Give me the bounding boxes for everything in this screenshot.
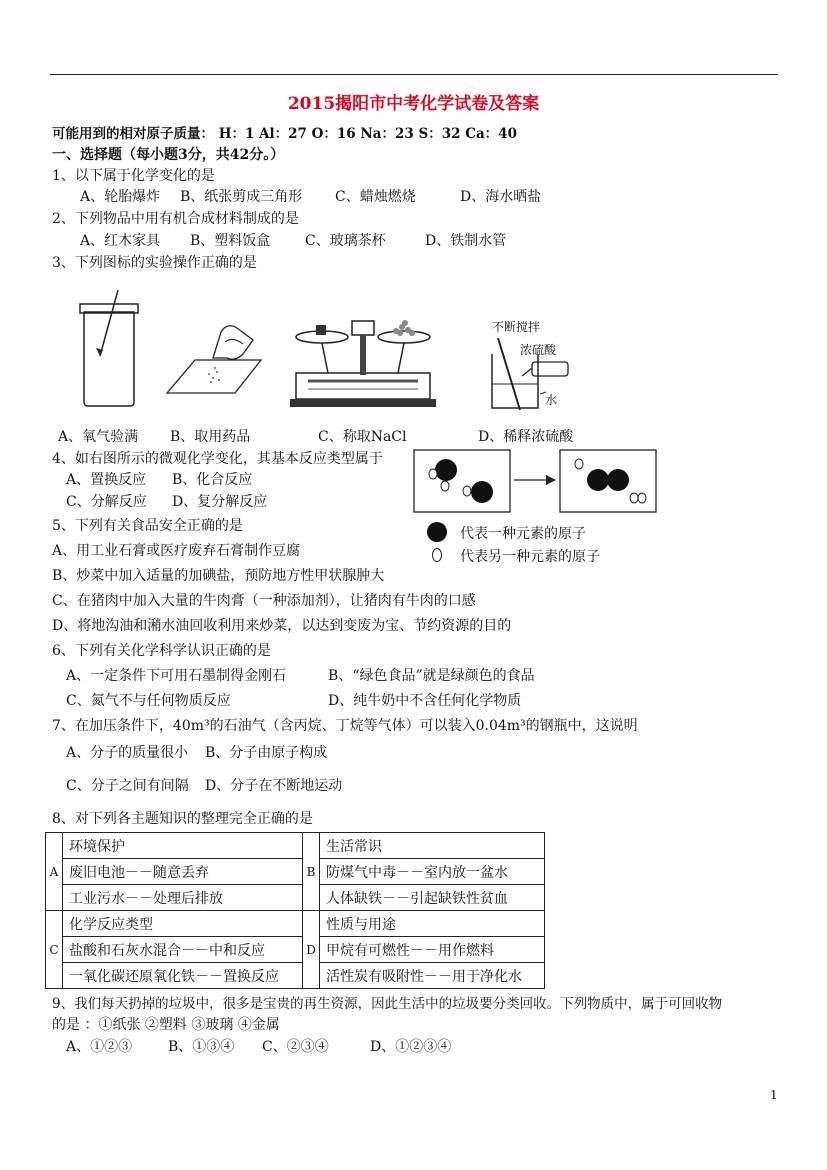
q7-option-b: B、分子由原子构成	[205, 745, 328, 761]
q9-stem-line2: 的是 ：①纸张 ②塑料 ③玻璃 ④金属	[52, 1017, 280, 1033]
legend-black-text: 代表一种元素的原子	[460, 526, 586, 542]
q8-d-head: 性质与用途	[320, 911, 545, 937]
q8-b-head: 生活常识	[320, 833, 545, 859]
q9-option-b: B、①③④	[168, 1039, 235, 1055]
q2-option-a: A、红木家具	[80, 233, 161, 249]
q6-option-c: C、氮气不与任何物质反应	[66, 693, 231, 709]
q7-option-d: D、分子在不断地运动	[205, 778, 343, 794]
q1-option-b: B、纸张剪成三角形	[180, 189, 303, 205]
q6-option-b: B、“绿色食品”就是绿颜色的食品	[328, 668, 535, 684]
q8-d-item1: 甲烷有可燃性－－用作燃料	[320, 937, 545, 963]
q6-stem: 6、下列有关化学科学认识正确的是	[52, 643, 271, 659]
q4-option-c: C、分解反应	[66, 494, 147, 510]
q8-b-item1: 防煤气中毒－－室内放一盆水	[320, 859, 545, 885]
q8-c-head: 化学反应类型	[63, 911, 303, 937]
q8-a-item2: 工业污水－－处理后排放	[63, 885, 303, 911]
q4-option-a: A、置换反应	[66, 472, 147, 488]
q4-option-b: B、化合反应	[172, 472, 253, 488]
q3-option-b: B、取用药品	[170, 429, 251, 445]
q7-option-a: A、分子的质量很小	[66, 745, 189, 761]
legend-white-atom-icon	[432, 548, 442, 562]
header-rule	[50, 74, 778, 75]
q3-option-d: D、稀释浓硫酸	[478, 429, 574, 445]
take-medicine-figure	[165, 318, 265, 398]
dilute-acid-figure	[480, 334, 575, 414]
q8-b-item2: 人体缺铁－－引起缺铁性贫血	[320, 885, 545, 911]
q1-option-d: D、海水晒盐	[460, 189, 542, 205]
q8-c-item1: 盐酸和石灰水混合－－中和反应	[63, 937, 303, 963]
q9-option-a: A、①②③	[66, 1039, 133, 1055]
q3-option-c: C、称取NaCl	[318, 429, 407, 445]
q8-a-head: 环境保护	[63, 833, 303, 859]
section-heading: 一、选择题（每小题3分，共42分。）	[52, 147, 285, 163]
q6-option-d: D、纯牛奶中不含任何化学物质	[328, 693, 522, 709]
q5-option-d: D、将地沟油和潲水油回收利用来炒菜，以达到变废为宝、节约资源的目的	[52, 618, 512, 634]
oxygen-test-figure	[70, 290, 140, 408]
q8-label-b: B	[303, 833, 320, 911]
q3-option-a: A、氧气验满	[58, 429, 139, 445]
q8-c-item2: 一氧化碳还原氧化铁－－置换反应	[63, 963, 303, 989]
q8-label-a: A	[46, 833, 63, 911]
q1-option-c: C、蜡烛燃烧	[335, 189, 416, 205]
q5-option-c: C、在猪肉中加入大量的牛肉膏（一种添加剂），让猪肉有牛肉的口感	[52, 593, 476, 609]
q8-label-d: D	[303, 911, 320, 989]
q5-stem: 5、下列有关食品安全正确的是	[52, 518, 243, 534]
legend-black-atom-icon	[427, 522, 447, 542]
q9-option-c: C、②③④	[262, 1039, 329, 1055]
q2-option-d: D、铁制水管	[425, 233, 507, 249]
q3-stem: 3、下列图标的实验操作正确的是	[52, 255, 257, 271]
q1-option-a: A、轮胎爆炸	[80, 189, 161, 205]
balance-scale-figure	[288, 315, 438, 410]
q5-option-a: A、用工业石膏或医疗废弃石膏制作豆腐	[52, 543, 301, 559]
q6-option-a: A、一定条件下可用石墨制得金刚石	[66, 668, 287, 684]
q8-a-item1: 废旧电池－－随意丢弃	[63, 859, 303, 885]
q5-option-b: B、炒菜中加入适量的加碘盐，预防地方性甲状腺肿大	[52, 568, 385, 584]
q8-label-c: C	[46, 911, 63, 989]
q7-option-c: C、分子之间有间隔	[66, 778, 189, 794]
q9-stem: 9、我们每天扔掉的垃圾中，很多是宝贵的再生资源，因此生活中的垃圾要分类回收。下列物质中，属于可回收物	[52, 996, 723, 1012]
q2-option-b: B、塑料饭盒	[190, 233, 271, 249]
page-number: 1	[770, 1088, 778, 1102]
q2-option-c: C、玻璃茶杯	[305, 233, 386, 249]
q2-stem: 2、下列物品中用有机合成材料制成的是	[52, 211, 299, 227]
q8-d-item2: 活性炭有吸附性－－用于净化水	[320, 963, 545, 989]
page-title: 2015揭阳市中考化学试卷及答案	[287, 94, 540, 114]
atomic-masses: 可能用到的相对原子质量： H：1 Al：27 O：16 Na：23 S：32 Ca：40	[52, 126, 517, 142]
q8-stem: 8、对下列各主题知识的整理完全正确的是	[52, 811, 313, 827]
q7-stem: 7、在加压条件下，40m³的石油气（含丙烷、丁烷等气体）可以装入0.04m³的钢瓶中，这说明	[52, 718, 638, 734]
label-acid: 浓硫酸	[520, 343, 557, 357]
q9-option-d: D、①②③④	[370, 1039, 452, 1055]
micro-reaction-diagram	[412, 448, 660, 516]
q8-table	[45, 832, 545, 989]
label-water: 水	[545, 393, 558, 407]
legend-white-text: 代表另一种元素的原子	[460, 549, 600, 565]
label-stir: 不断搅拌	[492, 320, 541, 334]
q1-stem: 1、以下属于化学变化的是	[52, 168, 215, 184]
q4-option-d: D、复分解反应	[172, 494, 268, 510]
q4-stem: 4、如右图所示的微观化学变化，其基本反应类型属于	[52, 451, 383, 467]
